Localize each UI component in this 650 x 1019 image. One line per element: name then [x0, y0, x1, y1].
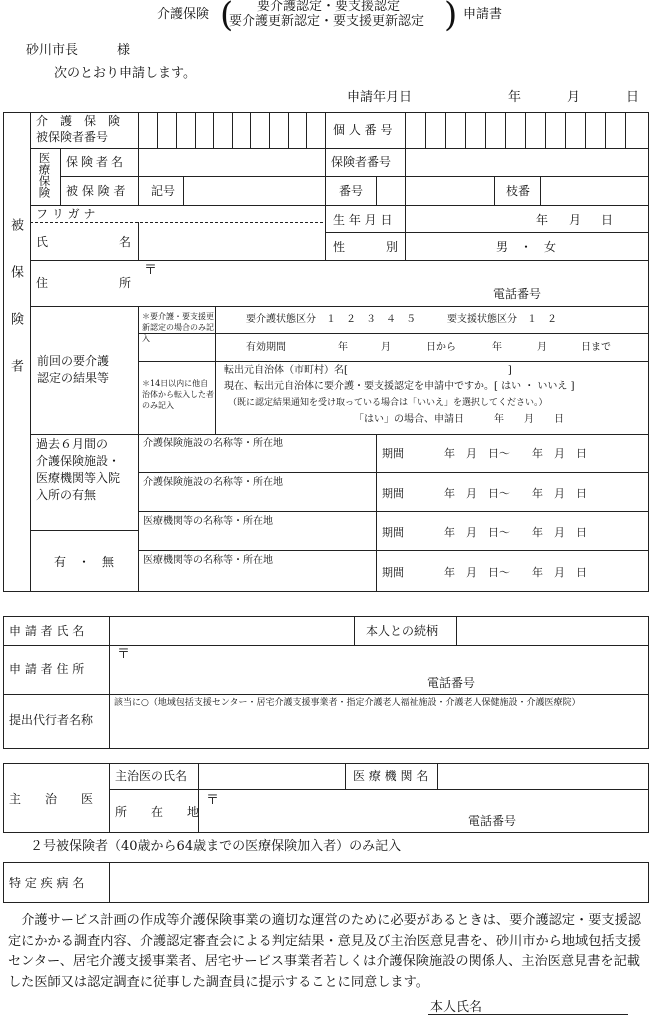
valid-year-1: 年 [338, 342, 348, 353]
address-label-2: 所 [119, 276, 132, 290]
title-suffix: 申請書 [463, 7, 503, 22]
birth-year: 年 [536, 213, 549, 227]
agent-note[interactable]: 該当に○（地域包括支援センター・居宅介護支援事業者・指定介護老人福祉施設・介護老人保健施設・介護医療院） [114, 698, 581, 708]
transfer-application-date[interactable]: 「はい」の場合、申請日 年 月 日 [354, 414, 564, 425]
application-date-month: 月 [567, 90, 581, 105]
facility-row-period: 期間 [382, 526, 404, 539]
disease-heading: ２号被保険者（40歳から64歳までの医療保険加入者）のみ記入 [30, 839, 402, 854]
insured-number-input[interactable] [139, 113, 325, 148]
title-open-paren: ( [220, 0, 234, 35]
title-option-1: 要介護認定・要支援認定 [257, 0, 401, 14]
facility-row-period: 期間 [382, 566, 404, 579]
disease-input[interactable] [110, 863, 648, 902]
valid-month-2: 月 [537, 342, 547, 353]
furigana-label: フ リ ガ ナ [36, 207, 96, 221]
intro-text: 次のとおり申請します。 [54, 66, 196, 81]
application-date-day: 日 [626, 90, 640, 105]
postal-mark-icon: 〒 [117, 647, 131, 662]
facility-row-label: 医療機関等の名称等・所在地 [143, 555, 273, 566]
consent-text: 介護サービス計画の作成等介護保険事業の適切な運営のために必要があるときは、要介護認定・要支援認定にかかる調査内容、介護認定審査会による判定結果・意見及び主治医意見書を、砂川市から地域包括支援センター、居宅介護支援事業者、居宅サービス事業者若しくは介護保険施設の関係人、主治医意見書を記載した医師又は認定調査に従事した調査員に提示することに同意します。 [8, 913, 641, 990]
birth-date-label: 生 年 月 日 [333, 213, 393, 227]
applicant-address-label: 申 請 者 住 所 [9, 662, 85, 676]
medical-insurance-label: 医療保険 [37, 152, 52, 198]
facility-row-range[interactable]: 年 月 日〜 年 月 日 [444, 447, 587, 460]
facility-row-label: 介護保険施設の名称等・所在地 [143, 477, 283, 488]
past-facility-label-1: 過去６月間の [36, 437, 109, 451]
facility-row-range[interactable]: 年 月 日〜 年 月 日 [444, 526, 587, 539]
insured-person-label: 被 保 険 者 [66, 184, 126, 198]
insured-side-label: 被保険者 [8, 218, 23, 406]
facility-row-period: 期間 [382, 447, 404, 460]
doctor-location-label: 所 在 地 [115, 805, 200, 819]
title-option-2: 要介護更新認定・要支援更新認定 [229, 14, 425, 29]
transfer-pending-question[interactable]: 現在、転出元自治体に要介護・要支援認定を申請中ですか。[ はい ・ いいえ ] [224, 381, 575, 392]
number-label: 番号 [339, 184, 364, 198]
care-level-options[interactable]: 要介護状態区分 １ ２ ３ ４ ５ [246, 314, 416, 325]
institution-label: 医 療 機 関 名 [353, 769, 429, 783]
disease-label: 特 定 疾 病 名 [9, 876, 85, 890]
birth-month: 月 [569, 213, 582, 227]
valid-from: 日から [426, 342, 456, 353]
previous-result-label-1: 前回の要介護 [37, 354, 110, 368]
branch-input[interactable] [541, 177, 648, 205]
valid-year-2: 年 [492, 342, 502, 353]
name-label: 氏 [36, 235, 49, 249]
doctor-name-label: 主治医の氏名 [115, 769, 188, 783]
personal-number-label: 個 人 番 号 [333, 123, 393, 137]
sex-label: 性 [333, 240, 346, 254]
personal-number-input[interactable] [406, 113, 648, 148]
applicant-name-label: 申 請 者 氏 名 [9, 624, 85, 638]
name-input[interactable] [139, 223, 325, 260]
past-facility-label-2: 介護保険施設・ [36, 454, 121, 468]
signature-label: 本人氏名 [430, 1000, 483, 1015]
valid-period-label: 有効期間 [246, 342, 286, 353]
facility-row-period: 期間 [382, 487, 404, 500]
name-label-2: 名 [119, 235, 132, 249]
number-input[interactable] [377, 177, 494, 205]
title-prefix: 介護保険 [157, 7, 210, 22]
insurer-number-label: 保険者番号 [331, 155, 392, 169]
doctor-phone-label: 電話番号 [468, 814, 517, 828]
past-facility-label-3: 医療機関等入院 [36, 471, 121, 485]
valid-month-1: 月 [381, 342, 391, 353]
facility-row-range[interactable]: 年 月 日〜 年 月 日 [444, 566, 587, 579]
doctor-side-label: 主 治 医 [9, 792, 94, 806]
insured-phone-label: 電話番号 [493, 287, 542, 301]
applicant-phone-label: 電話番号 [427, 676, 476, 690]
symbol-input[interactable] [184, 177, 325, 205]
facility-row-range[interactable]: 年 月 日〜 年 月 日 [444, 487, 587, 500]
institution-input[interactable] [438, 764, 648, 789]
facility-row-label: 医療機関等の名称等・所在地 [143, 516, 273, 527]
insurer-name-label: 保険者名 [66, 155, 127, 169]
past-facility-label-4: 入所の有無 [36, 488, 97, 502]
agent-label: 提出代行者名称 [9, 713, 94, 727]
addressee: 砂川市長 様 [26, 43, 131, 58]
postal-mark-icon: 〒 [144, 263, 158, 278]
insurer-name-input[interactable] [139, 149, 325, 176]
application-date-label: 申請年月日 [347, 90, 413, 105]
applicant-address-input[interactable] [110, 646, 648, 694]
sex-label-2: 別 [386, 240, 399, 254]
insured-number-label-2: 被保険者番号 [36, 130, 109, 144]
insured-number-label-1: 介 護 保 険 [36, 114, 121, 128]
sex-options[interactable]: 男 ・ 女 [496, 240, 557, 254]
doctor-name-input[interactable] [199, 764, 345, 789]
doctor-location-input[interactable] [199, 790, 648, 832]
previous-result-label-2: 認定の結果等 [37, 371, 110, 385]
transfer-pending-note: （既に認定結果通知を受け取っている場合は「いいえ」を選択してください。） [228, 398, 548, 408]
transfer-note: ＊14日以内に他自治体から転入した者のみ記入 [142, 379, 214, 410]
relation-input[interactable] [457, 617, 648, 645]
past-facility-yes-no[interactable]: 有 ・ 無 [54, 555, 115, 569]
application-date-year: 年 [508, 90, 522, 105]
birth-day: 日 [601, 213, 614, 227]
insurer-number-input[interactable] [406, 149, 648, 176]
furigana-input[interactable] [139, 206, 325, 222]
insured-address-input[interactable] [139, 261, 648, 306]
support-level-options[interactable]: 要支援状態区分 １ ２ [447, 314, 557, 325]
valid-to: 日まで [581, 342, 611, 353]
symbol-label: 記号 [151, 184, 176, 198]
renewal-note: ＊要介護・要支援更新認定の場合のみ記入 [142, 312, 214, 343]
applicant-name-input[interactable] [110, 617, 354, 645]
title-close-paren: ) [444, 0, 458, 35]
address-label: 住 [36, 276, 49, 290]
signature-input[interactable] [490, 998, 628, 1014]
postal-mark-icon: 〒 [206, 793, 220, 808]
facility-row-label: 介護保険施設の名称等・所在地 [143, 438, 283, 449]
transfer-origin-line[interactable]: 転出元自治体（市町村）名[ ] [224, 365, 512, 376]
relation-label: 本人との続柄 [366, 624, 439, 638]
branch-label: 枝番 [506, 184, 531, 198]
